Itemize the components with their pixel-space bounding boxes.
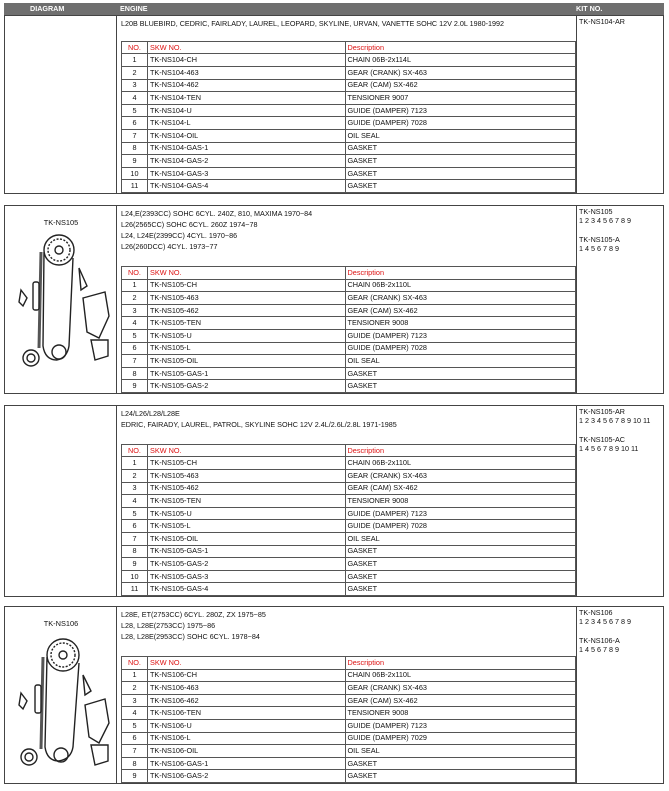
table-row: [122, 457, 576, 470]
table-row: [122, 330, 576, 343]
table-row: [122, 583, 576, 596]
table-row: [122, 317, 576, 330]
row-no: 1: [122, 279, 148, 292]
col-sku: SKW NO.: [147, 444, 345, 457]
row-desc: TENSIONER 9007: [345, 92, 576, 105]
kit-id: TK-NS105-A: [579, 235, 620, 244]
table-header-row: [122, 41, 576, 54]
row-no: 1: [122, 457, 148, 470]
table-row: [122, 380, 576, 393]
row-no: 10: [122, 570, 148, 583]
row-desc: OIL SEAL: [345, 533, 576, 546]
row-desc: OIL SEAL: [345, 745, 576, 758]
kit-id: TK-NS105: [579, 207, 613, 216]
row-desc: TENSIONER 9008: [345, 495, 576, 508]
kit-id: TK-NS105-AC: [579, 435, 625, 444]
section-ns105-ar: [4, 405, 664, 597]
col-sku: SKW NO.: [147, 41, 345, 54]
col-no: NO.: [122, 657, 148, 670]
row-sku: TK-NS104-463: [147, 67, 345, 80]
row-no: 5: [122, 104, 148, 117]
row-no: 7: [122, 533, 148, 546]
kit-id: TK-NS106: [579, 608, 613, 617]
diagram-cell: [5, 206, 117, 393]
application-line: L20B BLUEBIRD, CEDRIC, FAIRLADY, LAUREL, LEOPARD, SKYLINE, URVAN, VANETTE SOHC 12V 2.0L 1980-1992: [121, 19, 504, 28]
row-no: 2: [122, 682, 148, 695]
application-line: L28, L28E(2753CC) 1975~86: [121, 621, 216, 630]
row-sku: TK-NS105-L: [147, 520, 345, 533]
row-no: 9: [122, 155, 148, 168]
row-sku: TK-NS105-OIL: [147, 355, 345, 368]
row-desc: GASKET: [345, 142, 576, 155]
row-no: 5: [122, 720, 148, 733]
row-desc: GEAR (CAM) SX-462: [345, 304, 576, 317]
kit-cell: [576, 16, 663, 193]
table-row: [122, 279, 576, 292]
row-desc: GASKET: [345, 757, 576, 770]
table-row: [122, 520, 576, 533]
row-desc: GASKET: [345, 583, 576, 596]
table-row: [122, 720, 576, 733]
table-row: [122, 570, 576, 583]
timing-kit-diagram-icon: [13, 629, 113, 779]
row-no: 3: [122, 304, 148, 317]
table-row: [122, 707, 576, 720]
row-desc: GEAR (CAM) SX-462: [345, 694, 576, 707]
row-sku: TK-NS104-CH: [147, 54, 345, 67]
row-desc: CHAIN 06B-2x110L: [345, 457, 576, 470]
table-header-row: [122, 444, 576, 457]
row-sku: TK-NS105-CH: [147, 279, 345, 292]
engine-cell: [118, 206, 576, 393]
kit-id: TK-NS105-AR: [579, 407, 625, 416]
row-desc: GUIDE (DAMPER) 7123: [345, 330, 576, 343]
row-sku: TK-NS105-U: [147, 507, 345, 520]
row-desc: CHAIN 06B-2x110L: [345, 279, 576, 292]
row-sku: TK-NS105-GAS-1: [147, 545, 345, 558]
row-sku: TK-NS104-TEN: [147, 92, 345, 105]
row-sku: TK-NS106-TEN: [147, 707, 345, 720]
table-row: [122, 745, 576, 758]
col-no: NO.: [122, 267, 148, 280]
table-header-row: [122, 657, 576, 670]
row-no: 9: [122, 558, 148, 571]
row-sku: TK-NS104-L: [147, 117, 345, 130]
section-ns105: [4, 205, 664, 394]
row-no: 4: [122, 92, 148, 105]
row-desc: GUIDE (DAMPER) 7028: [345, 117, 576, 130]
table-row: [122, 355, 576, 368]
row-desc: GASKET: [345, 155, 576, 168]
kit-items: 1 4 5 6 7 8 9 10 11: [579, 444, 639, 453]
row-sku: TK-NS104-GAS-2: [147, 155, 345, 168]
row-no: 6: [122, 342, 148, 355]
kit-items: 1 4 5 6 7 8 9: [579, 244, 619, 253]
table-row: [122, 167, 576, 180]
row-desc: GASKET: [345, 545, 576, 558]
application-line: L24,E(2393CC) SOHC 6CYL. 240Z, 810, MAXIMA 1970~84: [121, 209, 313, 218]
kit-items: 1 2 3 4 5 6 7 8 9: [579, 617, 631, 626]
kit-items: 1 2 3 4 5 6 7 8 9 10 11: [579, 416, 651, 425]
row-desc: CHAIN 06B-2x114L: [345, 54, 576, 67]
row-no: 9: [122, 770, 148, 783]
row-no: 8: [122, 757, 148, 770]
parts-table: [121, 266, 576, 393]
diagram-label: TK-NS105: [43, 218, 79, 227]
row-desc: GASKET: [345, 558, 576, 571]
row-no: 11: [122, 180, 148, 193]
applications: [118, 607, 576, 642]
kit-items: 1 4 5 6 7 8 9: [579, 645, 619, 654]
row-no: 2: [122, 67, 148, 80]
engine-cell: [118, 607, 576, 783]
row-no: 8: [122, 142, 148, 155]
header-diagram: DIAGRAM: [30, 4, 65, 13]
header-engine: ENGINE: [120, 4, 148, 13]
parts-table: [121, 656, 576, 783]
table-row: [122, 533, 576, 546]
row-desc: GEAR (CAM) SX-462: [345, 482, 576, 495]
application-line: L28E, ET(2753CC) 6CYL. 280Z, ZX 1975~85: [121, 610, 266, 619]
row-no: 6: [122, 520, 148, 533]
row-sku: TK-NS105-GAS-2: [147, 380, 345, 393]
row-no: 6: [122, 732, 148, 745]
row-sku: TK-NS105-TEN: [147, 495, 345, 508]
row-no: 7: [122, 130, 148, 143]
section-ns104: [4, 15, 664, 194]
parts-table: [121, 444, 576, 596]
row-sku: TK-NS105-TEN: [147, 317, 345, 330]
row-no: 8: [122, 367, 148, 380]
row-desc: TENSIONER 9008: [345, 317, 576, 330]
row-sku: TK-NS105-U: [147, 330, 345, 343]
kit-cell: [576, 607, 663, 783]
row-desc: GASKET: [345, 367, 576, 380]
table-row: [122, 292, 576, 305]
application-line: L26(2565CC) SOHC 6CYL. 260Z 1974~78: [121, 220, 258, 229]
row-no: 7: [122, 745, 148, 758]
row-sku: TK-NS106-CH: [147, 669, 345, 682]
applications: [118, 206, 576, 252]
kit-items: 1 2 3 4 5 6 7 8 9: [579, 216, 631, 225]
table-row: [122, 155, 576, 168]
row-sku: TK-NS105-463: [147, 470, 345, 483]
row-no: 3: [122, 482, 148, 495]
table-row: [122, 732, 576, 745]
row-sku: TK-NS105-GAS-2: [147, 558, 345, 571]
row-sku: TK-NS105-CH: [147, 457, 345, 470]
row-no: 6: [122, 117, 148, 130]
parts-table: [121, 41, 576, 193]
row-sku: TK-NS104-462: [147, 79, 345, 92]
row-no: 11: [122, 583, 148, 596]
table-row: [122, 180, 576, 193]
row-no: 2: [122, 292, 148, 305]
table-row: [122, 130, 576, 143]
row-sku: TK-NS104-U: [147, 104, 345, 117]
row-sku: TK-NS105-GAS-1: [147, 367, 345, 380]
row-desc: CHAIN 06B-2x110L: [345, 669, 576, 682]
table-row: [122, 694, 576, 707]
row-sku: TK-NS106-GAS-2: [147, 770, 345, 783]
table-row: [122, 54, 576, 67]
col-sku: SKW NO.: [147, 657, 345, 670]
col-no: NO.: [122, 41, 148, 54]
row-desc: GUIDE (DAMPER) 7028: [345, 342, 576, 355]
column-header-bar: [4, 3, 664, 15]
row-sku: TK-NS104-GAS-3: [147, 167, 345, 180]
table-row: [122, 770, 576, 783]
row-sku: TK-NS106-462: [147, 694, 345, 707]
row-sku: TK-NS105-462: [147, 304, 345, 317]
row-sku: TK-NS105-OIL: [147, 533, 345, 546]
row-no: 1: [122, 54, 148, 67]
engine-cell: [118, 406, 576, 596]
row-desc: GUIDE (DAMPER) 7123: [345, 507, 576, 520]
application-line: L24, L24E(2399CC) 4CYL. 1970~86: [121, 231, 238, 240]
row-sku: TK-NS106-463: [147, 682, 345, 695]
row-sku: TK-NS105-L: [147, 342, 345, 355]
row-desc: GUIDE (DAMPER) 7123: [345, 104, 576, 117]
table-row: [122, 558, 576, 571]
row-desc: GUIDE (DAMPER) 7029: [345, 732, 576, 745]
row-no: 9: [122, 380, 148, 393]
diagram-label: TK-NS106: [43, 619, 79, 628]
row-desc: GASKET: [345, 770, 576, 783]
engine-cell: [118, 16, 576, 193]
kit-id: TK-NS106-A: [579, 636, 620, 645]
row-no: 3: [122, 694, 148, 707]
row-desc: GEAR (CRANK) SX-463: [345, 470, 576, 483]
col-description: Description: [345, 41, 576, 54]
application-line: EDRIC, FAIRADY, LAUREL, PATROL, SKYLINE SOHC 12V 2.4L/2.6L/2.8L 1971-1985: [121, 420, 397, 429]
table-row: [122, 507, 576, 520]
row-desc: GUIDE (DAMPER) 7123: [345, 720, 576, 733]
row-desc: OIL SEAL: [345, 355, 576, 368]
application-line: L28, L28E(2953CC) SOHC 6CYL. 1978~84: [121, 632, 260, 641]
diagram-cell: [5, 406, 117, 596]
col-description: Description: [345, 657, 576, 670]
row-sku: TK-NS105-GAS-3: [147, 570, 345, 583]
section-ns106: [4, 606, 664, 784]
row-sku: TK-NS104-GAS-4: [147, 180, 345, 193]
row-desc: GEAR (CRANK) SX-463: [345, 292, 576, 305]
table-row: [122, 757, 576, 770]
row-sku: TK-NS106-OIL: [147, 745, 345, 758]
table-row: [122, 117, 576, 130]
row-desc: TENSIONER 9008: [345, 707, 576, 720]
table-row: [122, 142, 576, 155]
row-no: 5: [122, 507, 148, 520]
row-desc: GASKET: [345, 570, 576, 583]
table-row: [122, 682, 576, 695]
row-desc: GASKET: [345, 180, 576, 193]
table-row: [122, 367, 576, 380]
table-row: [122, 342, 576, 355]
row-no: 7: [122, 355, 148, 368]
col-description: Description: [345, 267, 576, 280]
row-no: 3: [122, 79, 148, 92]
row-sku: TK-NS104-GAS-1: [147, 142, 345, 155]
row-no: 5: [122, 330, 148, 343]
row-no: 4: [122, 317, 148, 330]
row-no: 1: [122, 669, 148, 682]
header-kit-no: KIT NO.: [576, 4, 603, 13]
table-row: [122, 545, 576, 558]
row-sku: TK-NS106-GAS-1: [147, 757, 345, 770]
row-desc: GEAR (CAM) SX-462: [345, 79, 576, 92]
row-desc: GASKET: [345, 167, 576, 180]
col-no: NO.: [122, 444, 148, 457]
diagram-cell: [5, 607, 117, 783]
row-sku: TK-NS105-GAS-4: [147, 583, 345, 596]
applications: [118, 406, 576, 430]
table-row: [122, 92, 576, 105]
row-no: 10: [122, 167, 148, 180]
row-desc: OIL SEAL: [345, 130, 576, 143]
row-no: 4: [122, 495, 148, 508]
row-desc: GUIDE (DAMPER) 7028: [345, 520, 576, 533]
table-row: [122, 470, 576, 483]
row-sku: TK-NS106-U: [147, 720, 345, 733]
row-sku: TK-NS105-462: [147, 482, 345, 495]
row-desc: GEAR (CRANK) SX-463: [345, 67, 576, 80]
row-no: 8: [122, 545, 148, 558]
table-row: [122, 67, 576, 80]
row-sku: TK-NS106-L: [147, 732, 345, 745]
row-sku: TK-NS105-463: [147, 292, 345, 305]
table-row: [122, 495, 576, 508]
kit-cell: [576, 406, 663, 596]
diagram-cell: [5, 16, 117, 193]
row-no: 2: [122, 470, 148, 483]
application-line: L24/L26/L28/L28E: [121, 409, 180, 418]
table-row: [122, 79, 576, 92]
applications: [118, 16, 576, 29]
timing-kit-diagram-icon: [13, 228, 113, 378]
application-line: L26(260DCC) 4CYL. 1973~77: [121, 242, 218, 251]
table-row: [122, 669, 576, 682]
kit-id: TK-NS104-AR: [579, 17, 625, 26]
table-row: [122, 304, 576, 317]
row-sku: TK-NS104-OIL: [147, 130, 345, 143]
row-desc: GASKET: [345, 380, 576, 393]
row-no: 4: [122, 707, 148, 720]
table-row: [122, 104, 576, 117]
col-description: Description: [345, 444, 576, 457]
col-sku: SKW NO.: [147, 267, 345, 280]
kit-cell: [576, 206, 663, 393]
row-desc: GEAR (CRANK) SX-463: [345, 682, 576, 695]
table-row: [122, 482, 576, 495]
table-header-row: [122, 267, 576, 280]
